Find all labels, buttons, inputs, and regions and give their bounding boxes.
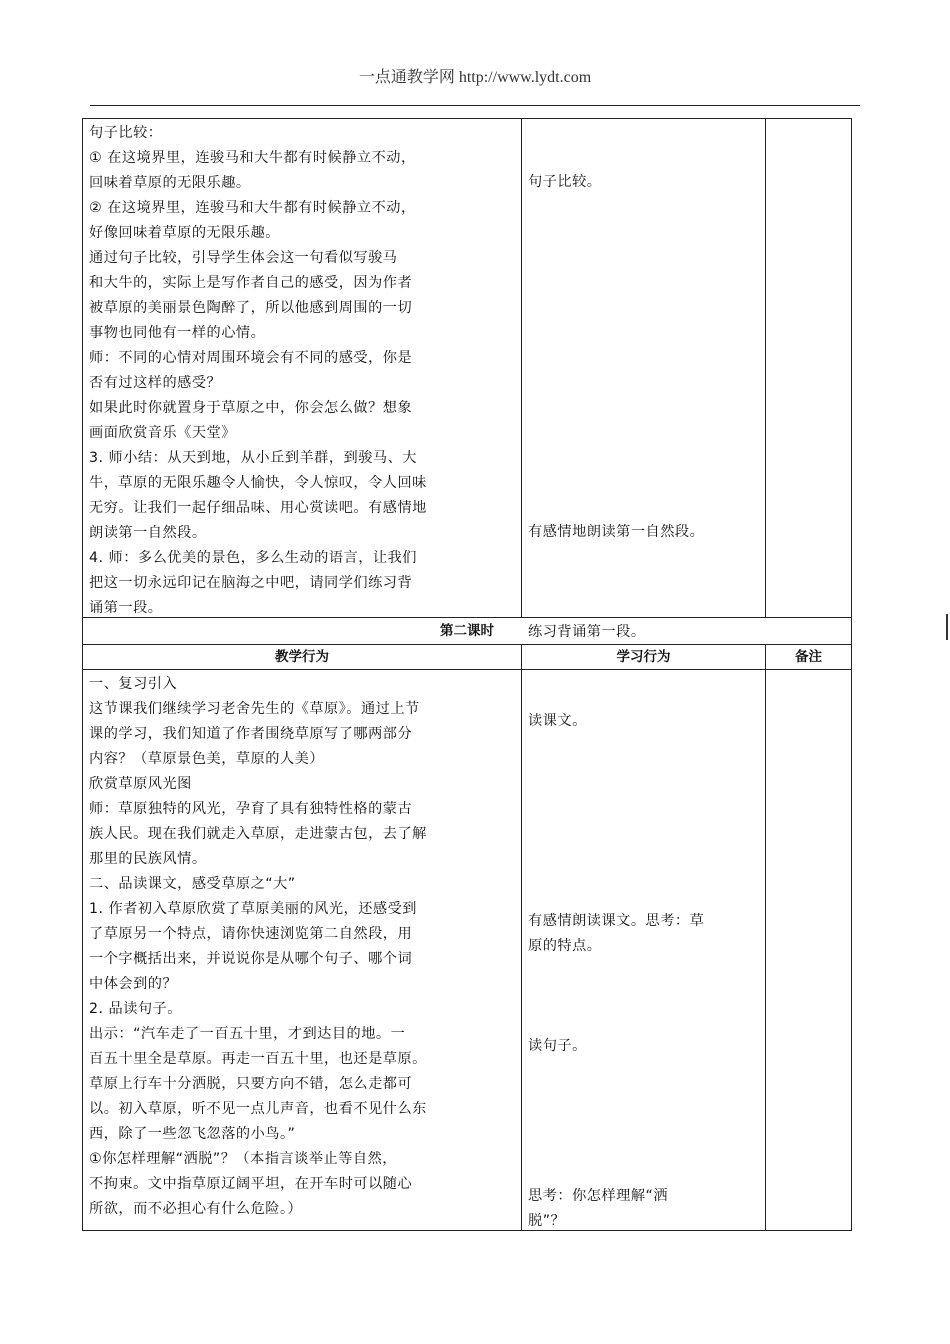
student-text-line: [528, 734, 759, 759]
margin-mark: [946, 614, 948, 640]
student-text-line: [528, 570, 759, 595]
teacher-text-line: 二、品读课文，感受草原之“大”: [89, 876, 296, 892]
teacher-text-line: 回味着草原的无限乐趣。: [89, 175, 251, 191]
teacher-text-line: 诵第一段。: [89, 600, 163, 616]
student-text-line: [528, 684, 759, 709]
student-text-line: [528, 145, 759, 170]
teacher-text-line: 族人民。现在我们就走入草原，走进蒙古包，去了解: [89, 826, 427, 842]
header-rule: [90, 105, 860, 106]
teacher-text-line: 通过句子比较，引导学生体会这一句看似写骏马: [89, 250, 398, 266]
page-header: 一点通教学网 http://www.lydt.com: [358, 69, 592, 86]
teacher-text-line: 否有过这样的感受？: [89, 375, 222, 391]
teacher-text-line: 无穷。让我们一起仔细品味、用心赏读吧。有感情地: [89, 500, 427, 516]
teacher-text-line: 3. 师小结：从天到地，从小丘到羊群，到骏马、大: [89, 450, 417, 466]
student-text-line: [528, 270, 759, 295]
student-text-line: [528, 495, 759, 520]
teacher-text-line: 1. 作者初入草原欣赏了草原美丽的风光，还感受到: [89, 901, 417, 917]
header-learning-behavior: 学习行为: [522, 645, 766, 669]
teacher-text-line: 西，除了一些忽飞忽落的小鸟。”: [89, 1126, 296, 1142]
teacher-text-line: 所欲，而不必担心有什么危险。）: [89, 1201, 303, 1217]
teacher-text-line: 朗读第一自然段。: [89, 525, 207, 541]
teacher-text-line: 2. 品读句子。: [89, 1001, 182, 1017]
teacher-text-line: 课的学习，我们知道了作者围绕草原写了哪两部分: [89, 726, 413, 742]
teacher-text-line: 和大牛的，实际上是写作者自己的感受，因为作者: [89, 275, 413, 291]
section1-student-text: [522, 119, 765, 645]
student-text-line: [528, 984, 759, 1009]
student-text-line: 有感情朗读课文。思考：草: [528, 913, 705, 929]
section1-teacher-cell: [83, 119, 522, 617]
teacher-text-line: 被草原的美丽景色陶醉了，所以他感到周围的一切: [89, 300, 413, 316]
teacher-text-line: 一个字概括出来，并说说你是从哪个句子、哪个词: [89, 951, 413, 967]
student-text-line: [528, 245, 759, 270]
teacher-text-line: 不拘束。文中指草原辽阔平坦，在开车时可以随心: [89, 1176, 413, 1192]
teacher-text-line: 如果此时你就置身于草原之中，你会怎么做？想象: [89, 400, 413, 416]
student-text-line: [528, 595, 759, 620]
teacher-text-line: 事物也同他有一样的心情。: [89, 325, 266, 341]
student-text-line: [528, 195, 759, 220]
lesson-title-row: [83, 617, 851, 644]
student-text-line: [528, 445, 759, 470]
section1-notes-cell: [766, 119, 851, 617]
student-text-line: [528, 470, 759, 495]
student-text-line: 句子比较。: [528, 174, 602, 190]
student-text-line: [528, 420, 759, 445]
teacher-text-line: ① 在这境界里，连骏马和大牛都有时候静立不动，: [89, 150, 416, 166]
teacher-text-line: 以。初入草原，听不见一点儿声音，也看不见什么东: [89, 1101, 427, 1117]
student-text-line: [528, 395, 759, 420]
teacher-text-line: 牛，草原的无限乐趣令人愉快，令人惊叹，令人回味: [89, 475, 427, 491]
table-header-row: [83, 644, 851, 669]
student-text-line: [528, 1109, 759, 1134]
student-text-line: [528, 1159, 759, 1184]
section1-student-cell: [522, 119, 766, 640]
student-text-line: 有感情地朗读第一自然段。: [528, 524, 705, 540]
teacher-text-line: 句子比较：: [89, 125, 163, 141]
student-text-line: [528, 1134, 759, 1159]
header-teaching-behavior: 教学行为: [83, 645, 522, 669]
section2-row: [83, 669, 851, 1230]
teacher-text-line: 内容？（草原景色美，草原的人美）: [89, 751, 325, 767]
section2-notes-cell: [766, 670, 851, 1230]
lesson-plan-table: [82, 118, 852, 1231]
teacher-text-line: 那里的民族风情。: [89, 851, 207, 867]
section2-teacher-text: [83, 670, 521, 1222]
teacher-text-line: 4. 师：多么优美的景色，多么生动的语言，让我们: [89, 550, 417, 566]
student-text-line: [528, 834, 759, 859]
teacher-text-line: 师：草原独特的风光，孕育了具有独特性格的蒙古: [89, 801, 413, 817]
student-text-line: 练习背诵第一段。: [528, 624, 646, 640]
teacher-text-line: 一、复习引入: [89, 676, 178, 692]
teacher-text-line: 出示：“汽车走了一百五十里，才到达目的地。一: [89, 1026, 406, 1042]
teacher-text-line: ② 在这境界里，连骏马和大牛都有时候静立不动，: [89, 200, 416, 216]
student-text-line: 读课文。: [528, 713, 587, 729]
student-text-line: [528, 809, 759, 834]
header-notes: 备注: [795, 649, 822, 665]
teacher-text-line: 了草原另一个特点，请你快速浏览第二自然段，用: [89, 926, 413, 942]
student-text-line: [528, 1059, 759, 1084]
teacher-text-line: 欣赏草原风光图: [89, 776, 192, 792]
lesson-title: 第二课时: [440, 623, 494, 639]
student-text-line: [528, 759, 759, 784]
teacher-text-line: 中体会到的？: [89, 976, 178, 992]
student-text-line: [528, 370, 759, 395]
student-text-line: [528, 884, 759, 909]
teacher-text-line: 草原上行车十分洒脱，只要方向不错，怎么走都可: [89, 1076, 413, 1092]
student-text-line: [528, 545, 759, 570]
teacher-text-line: 百五十里全是草原。再走一百五十里，也还是草原。: [89, 1051, 427, 1067]
section1-teacher-text: [83, 119, 521, 621]
teacher-text-line: 把这一切永远印记在脑海之中吧，请同学们练习背: [89, 575, 413, 591]
teacher-text-line: ①你怎样理解“洒脱”？（本指言谈举止等自然，: [89, 1151, 397, 1167]
student-text-line: [528, 1009, 759, 1034]
teacher-text-line: 好像回味着草原的无限乐趣。: [89, 225, 280, 241]
student-text-line: 原的特点。: [528, 938, 602, 954]
student-text-line: 思考：你怎样理解“洒: [528, 1188, 669, 1204]
student-text-line: [528, 220, 759, 245]
student-text-line: [528, 859, 759, 884]
student-text-line: 读句子。: [528, 1038, 587, 1054]
student-text-line: [528, 345, 759, 370]
student-text-line: 脱”？: [528, 1213, 566, 1229]
section2-student-cell: [522, 670, 766, 1230]
teacher-text-line: 师：不同的心情对周围环境会有不同的感受，你是: [89, 350, 413, 366]
teacher-text-line: 这节课我们继续学习老舍先生的《草原》。通过上节: [89, 701, 420, 717]
section2-teacher-cell: [83, 670, 522, 1230]
teacher-text-line: 画面欣赏音乐《天堂》: [89, 425, 236, 441]
student-text-line: [528, 784, 759, 809]
student-text-line: [528, 295, 759, 320]
student-text-line: [528, 959, 759, 984]
student-text-line: [528, 320, 759, 345]
section2-student-text: [522, 670, 765, 1234]
student-text-line: [528, 1084, 759, 1109]
